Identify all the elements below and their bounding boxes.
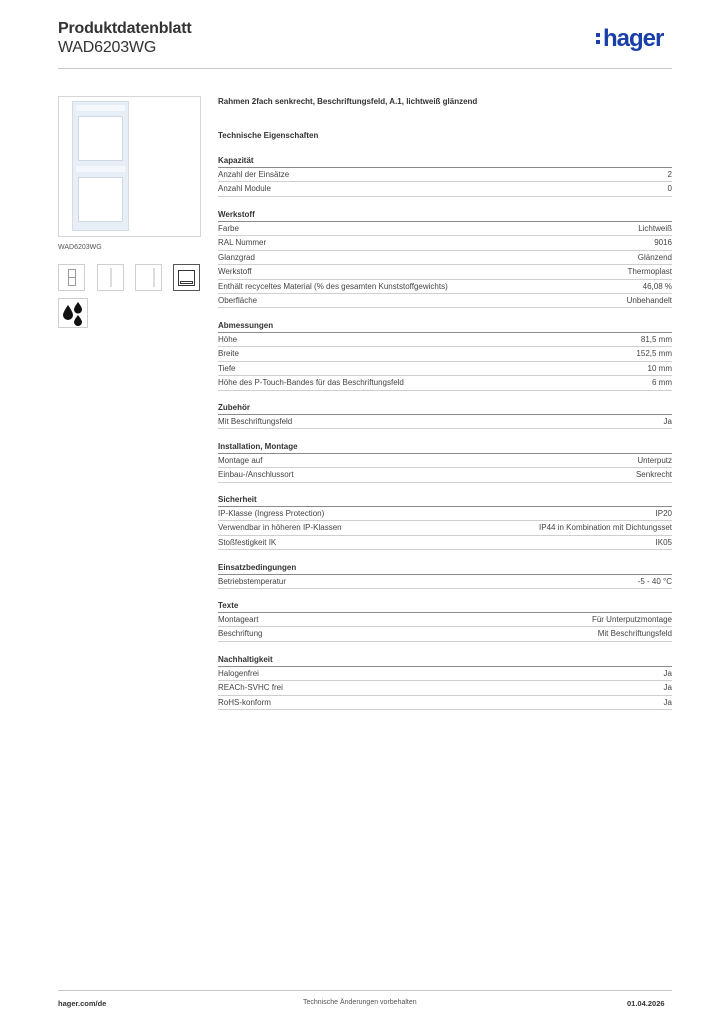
thumbnail-label-field-icon[interactable] <box>173 264 200 291</box>
spec-section <box>218 155 672 197</box>
spec-row <box>218 696 672 710</box>
spec-label: Anzahl der Einsätze <box>218 170 290 179</box>
page-title: Produktdatenblatt <box>58 20 192 37</box>
spec-row <box>218 182 672 196</box>
spec-value: Thermoplast <box>627 267 672 277</box>
spec-row <box>218 236 672 250</box>
spec-section <box>218 562 672 589</box>
spec-row <box>218 454 672 468</box>
spec-value: IK05 <box>655 537 672 547</box>
spec-label: Höhe <box>218 335 238 344</box>
spec-value: Ja <box>663 683 672 693</box>
spec-label: Beschriftung <box>218 629 263 639</box>
thumbnail-side-view-2-icon[interactable] <box>135 264 162 291</box>
spec-label: Breite <box>218 349 239 359</box>
spec-section <box>218 402 672 429</box>
spec-row <box>218 294 672 308</box>
product-image <box>58 96 201 237</box>
thumbnail-front-view-icon[interactable] <box>58 264 85 291</box>
section-title: Kapazität <box>218 155 672 168</box>
spec-value: IP20 <box>655 509 672 518</box>
spec-value: Für Unterputzmontage <box>591 615 672 624</box>
article-number: WAD6203WG <box>58 39 157 56</box>
section-title: Nachhaltigkeit <box>218 654 672 667</box>
footer-divider <box>58 990 672 991</box>
spec-label: Montageart <box>218 615 259 624</box>
header-divider <box>58 68 672 69</box>
spec-section <box>218 209 672 308</box>
spec-label: Halogenfrei <box>218 669 259 678</box>
section-title: Abmessungen <box>218 320 672 333</box>
spec-value: 0 <box>667 184 672 194</box>
spec-label: Einbau-/Anschlussort <box>218 470 294 480</box>
spec-row <box>218 536 672 550</box>
spec-value: 2 <box>667 170 672 179</box>
spec-label: RAL Nummer <box>218 238 267 248</box>
spec-row <box>218 376 672 390</box>
spec-heading: Technische Eigenschaften <box>218 131 319 140</box>
spec-value: 6 mm <box>652 378 672 388</box>
logo-text: hager <box>603 25 664 52</box>
spec-row <box>218 468 672 482</box>
section-title: Zubehör <box>218 402 672 415</box>
spec-row <box>218 521 672 535</box>
spec-value: 81,5 mm <box>640 335 672 344</box>
spec-row <box>218 222 672 236</box>
spec-value: 10 mm <box>647 363 672 373</box>
spec-section <box>218 600 672 642</box>
spec-row <box>218 667 672 681</box>
spec-value: Mit Beschriftungsfeld <box>597 629 672 639</box>
spec-row <box>218 362 672 376</box>
frame-illustration <box>72 101 129 231</box>
section-title: Texte <box>218 600 672 613</box>
spec-label: Glanzgrad <box>218 252 255 262</box>
spec-label: Oberfläche <box>218 295 258 305</box>
spec-label: REACh-SVHC frei <box>218 683 283 693</box>
logo-dots-icon <box>596 27 601 47</box>
spec-row <box>218 575 672 589</box>
spec-label: Betriebstemperatur <box>218 577 287 586</box>
section-title: Einsatzbedingungen <box>218 562 672 575</box>
spec-label: Montage auf <box>218 456 263 465</box>
spec-label: Höhe des P-Touch-Bandes für das Beschriftungsfeld <box>218 378 404 388</box>
spec-row <box>218 280 672 294</box>
spec-label: IP-Klasse (Ingress Protection) <box>218 509 325 518</box>
section-title: Sicherheit <box>218 494 672 507</box>
hager-logo <box>596 27 663 51</box>
spec-value: Ja <box>663 417 672 426</box>
spec-value: Senkrecht <box>635 470 672 480</box>
spec-value: Glänzend <box>637 252 672 262</box>
section-title: Werkstoff <box>218 209 672 222</box>
spec-section <box>218 654 672 710</box>
spec-value: 152,5 mm <box>636 349 672 359</box>
spec-label: Werkstoff <box>218 267 252 277</box>
spec-label: Tiefe <box>218 363 236 373</box>
spec-row <box>218 681 672 695</box>
spec-value: 9016 <box>654 238 672 248</box>
spec-value: Unterputz <box>637 456 672 465</box>
footer-note: Technische Änderungen vorbehalten <box>303 999 417 1006</box>
spec-label: Stoßfestigkeit IK <box>218 537 277 547</box>
spec-label: RoHS-konform <box>218 697 271 707</box>
spec-label: Mit Beschriftungsfeld <box>218 417 293 426</box>
spec-value: Lichtweiß <box>638 224 672 233</box>
spec-row <box>218 415 672 429</box>
spec-label: Farbe <box>218 224 239 233</box>
footer-date: 01.04.2026 <box>627 999 665 1008</box>
water-drops-icon <box>58 298 88 328</box>
spec-row <box>218 613 672 627</box>
spec-label: Anzahl Module <box>218 184 271 194</box>
spec-value: 46,08 % <box>642 281 672 291</box>
spec-row <box>218 168 672 182</box>
spec-row <box>218 333 672 347</box>
spec-label: Enthält recyceltes Material (% des gesamten Kunststoffgewichts) <box>218 281 448 291</box>
spec-row <box>218 347 672 361</box>
spec-row <box>218 265 672 279</box>
product-description: Rahmen 2fach senkrecht, Beschriftungsfeld, A.1, lichtweiß glänzend <box>218 97 478 106</box>
footer-website-link[interactable]: hager.com/de <box>58 999 107 1008</box>
spec-section <box>218 320 672 391</box>
spec-label: Verwendbar in höheren IP-Klassen <box>218 523 342 533</box>
spec-row <box>218 507 672 521</box>
section-title: Installation, Montage <box>218 441 672 454</box>
spec-value: Ja <box>663 669 672 678</box>
spec-row <box>218 251 672 265</box>
spec-value: Ja <box>663 697 672 707</box>
spec-value: Unbehandelt <box>626 295 672 305</box>
spec-row <box>218 627 672 641</box>
thumbnail-side-view-icon[interactable] <box>97 264 124 291</box>
spec-value: -5 - 40 °C <box>637 577 672 586</box>
spec-section <box>218 494 672 550</box>
spec-section <box>218 441 672 483</box>
image-caption: WAD6203WG <box>58 244 102 251</box>
spec-value: IP44 in Kombination mit Dichtungsset <box>539 523 672 533</box>
